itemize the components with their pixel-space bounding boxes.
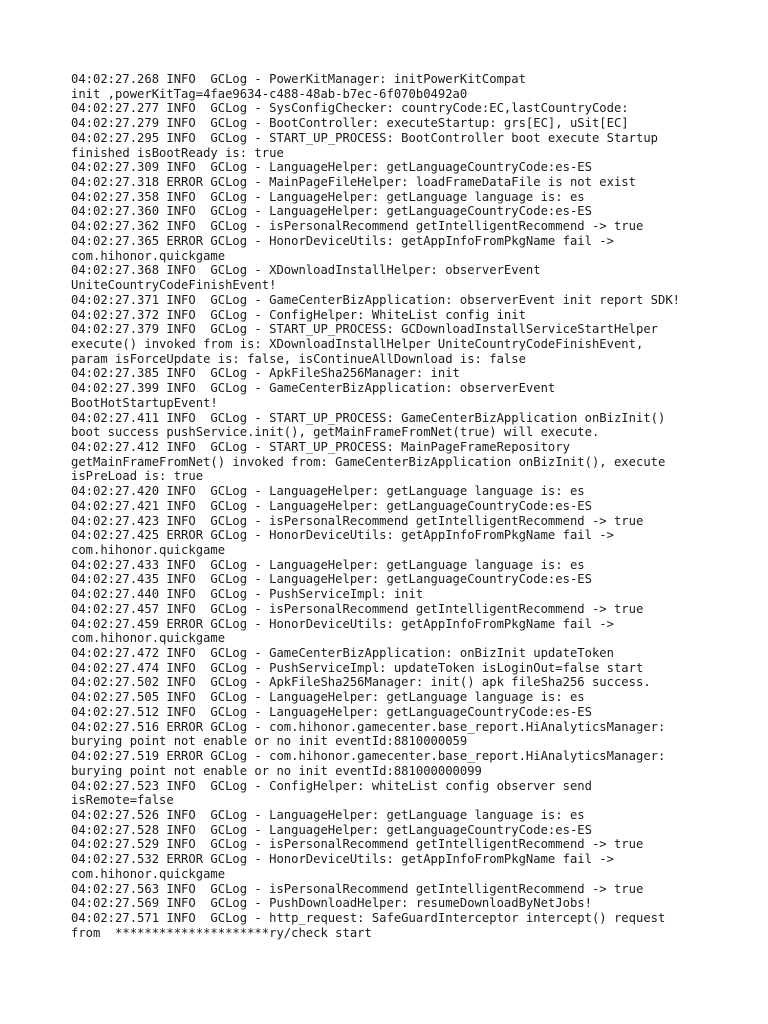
log-line: boot success pushService.init(), getMainFrameFromNet(true) will execute. (71, 425, 600, 440)
log-line: finished isBootReady is: true (71, 145, 284, 160)
log-line: 04:02:27.318 ERROR GCLog - MainPageFileHelper: loadFrameDataFile is not exist (71, 175, 636, 190)
log-line: BootHotStartupEvent! (71, 395, 218, 410)
log-line: 04:02:27.563 INFO GCLog - isPersonalRecommend getIntelligentRecommend -> true (71, 881, 644, 896)
log-line: 04:02:27.571 INFO GCLog - http_request: SafeGuardInterceptor intercept() request (71, 910, 666, 925)
log-line: param isForceUpdate is: false, isContinueAllDownload is: false (71, 351, 526, 366)
log-line: 04:02:27.420 INFO GCLog - LanguageHelper: getLanguage language is: es (71, 484, 585, 499)
log-line: 04:02:27.360 INFO GCLog - LanguageHelper: getLanguageCountryCode:es-ES (71, 204, 592, 219)
log-line: 04:02:27.371 INFO GCLog - GameCenterBizApplication: observerEvent init report SDK! (71, 292, 681, 307)
log-line: 04:02:27.368 INFO GCLog - XDownloadInstallHelper: observerEvent (71, 263, 541, 278)
log-line: 04:02:27.379 INFO GCLog - START_UP_PROCESS: GCDownloadInstallServiceStartHelper (71, 322, 658, 337)
log-line: 04:02:27.512 INFO GCLog - LanguageHelper: getLanguageCountryCode:es-ES (71, 704, 592, 719)
log-line: 04:02:27.412 INFO GCLog - START_UP_PROCESS: MainPageFrameRepository (71, 439, 570, 454)
log-line: 04:02:27.309 INFO GCLog - LanguageHelper: getLanguageCountryCode:es-ES (71, 160, 592, 175)
log-line: 04:02:27.529 INFO GCLog - isPersonalRecommend getIntelligentRecommend -> true (71, 837, 644, 852)
log-line: 04:02:27.277 INFO GCLog - SysConfigChecker: countryCode:EC,lastCountryCode: (71, 101, 629, 116)
log-line: 04:02:27.365 ERROR GCLog - HonorDeviceUtils: getAppInfoFromPkgName fail -> (71, 233, 614, 248)
log-line: 04:02:27.528 INFO GCLog - LanguageHelper: getLanguageCountryCode:es-ES (71, 822, 592, 837)
log-line: com.hihonor.quickgame (71, 866, 226, 881)
log-line: com.hihonor.quickgame (71, 543, 226, 557)
log-line: isPreLoad is: true (71, 469, 204, 484)
log-line: UniteCountryCodeFinishEvent! (71, 278, 277, 293)
log-line: 04:02:27.421 INFO GCLog - LanguageHelper: getLanguageCountryCode:es-ES (71, 498, 592, 513)
log-line: 04:02:27.362 INFO GCLog - isPersonalRecommend getIntelligentRecommend -> true (71, 219, 644, 234)
log-line: 04:02:27.523 INFO GCLog - ConfigHelper: whiteList config observer send (71, 778, 592, 793)
log-line: 04:02:27.425 ERROR GCLog - HonorDeviceUtils: getAppInfoFromPkgName fail -> (71, 528, 614, 543)
log-line: 04:02:27.532 ERROR GCLog - HonorDeviceUtils: getAppInfoFromPkgName fail -> (71, 852, 614, 867)
log-line: 04:02:27.279 INFO GCLog - BootController: executeStartup: grs[EC], uSit[EC] (71, 116, 629, 131)
log-line: burying point not enable or no init eventId:881000000099 (71, 763, 482, 778)
log-line: 04:02:27.435 INFO GCLog - LanguageHelper: getLanguageCountryCode:es-ES (71, 572, 592, 587)
log-line: 04:02:27.372 INFO GCLog - ConfigHelper: WhiteList config init (71, 307, 526, 322)
log-line: 04:02:27.459 ERROR GCLog - HonorDeviceUtils: getAppInfoFromPkgName fail -> (71, 616, 614, 631)
log-line: from *********************ry/check start (71, 925, 372, 940)
log-document (71, 72, 751, 940)
log-line: 04:02:27.268 INFO GCLog - PowerKitManager: initPowerKitCompat (71, 72, 526, 86)
log-line: 04:02:27.502 INFO GCLog - ApkFileSha256Manager: init() apk fileSha256 success. (71, 675, 651, 690)
log-line: execute() invoked from is: XDownloadInstallHelper UniteCountryCodeFinishEvent, (71, 336, 644, 351)
log-line: 04:02:27.457 INFO GCLog - isPersonalRecommend getIntelligentRecommend -> true (71, 601, 644, 616)
log-line: 04:02:27.385 INFO GCLog - ApkFileSha256Manager: init (71, 366, 460, 381)
log-line: 04:02:27.433 INFO GCLog - LanguageHelper: getLanguage language is: es (71, 557, 585, 572)
log-line: com.hihonor.quickgame (71, 631, 226, 646)
log-line: 04:02:27.399 INFO GCLog - GameCenterBizApplication: observerEvent (71, 381, 556, 396)
log-line: 04:02:27.474 INFO GCLog - PushServiceImpl: updateToken isLoginOut=false start (71, 660, 644, 675)
log-line: 04:02:27.358 INFO GCLog - LanguageHelper: getLanguage language is: es (71, 189, 585, 204)
log-line: 04:02:27.569 INFO GCLog - PushDownloadHelper: resumeDownloadByNetJobs! (71, 896, 592, 911)
log-line: init ,powerKitTag=4fae9634-c488-48ab-b7ec-6f070b0492a0 (71, 86, 468, 101)
log-line: com.hihonor.quickgame (71, 248, 226, 263)
log-line: 04:02:27.526 INFO GCLog - LanguageHelper: getLanguage language is: es (71, 807, 585, 822)
log-line: 04:02:27.423 INFO GCLog - isPersonalRecommend getIntelligentRecommend -> true (71, 513, 644, 528)
log-line: burying point not enable or no init eventId:8810000059 (71, 734, 468, 749)
log-line: 04:02:27.295 INFO GCLog - START_UP_PROCESS: BootController boot execute Startup (71, 130, 658, 145)
log-line: 04:02:27.516 ERROR GCLog - com.hihonor.gamecenter.base_report.HiAnalyticsManager: (71, 719, 666, 734)
log-line: getMainFrameFromNet() invoked from: GameCenterBizApplication onBizInit(), execute (71, 454, 666, 469)
log-line: 04:02:27.411 INFO GCLog - START_UP_PROCESS: GameCenterBizApplication onBizInit() (71, 410, 666, 425)
log-line: 04:02:27.472 INFO GCLog - GameCenterBizApplication: onBizInit updateToken (71, 646, 614, 661)
log-line: isRemote=false (71, 793, 174, 808)
log-line: 04:02:27.519 ERROR GCLog - com.hihonor.gamecenter.base_report.HiAnalyticsManager: (71, 749, 666, 764)
log-line: 04:02:27.505 INFO GCLog - LanguageHelper: getLanguage language is: es (71, 690, 585, 705)
log-line: 04:02:27.440 INFO GCLog - PushServiceImpl: init (71, 587, 424, 602)
